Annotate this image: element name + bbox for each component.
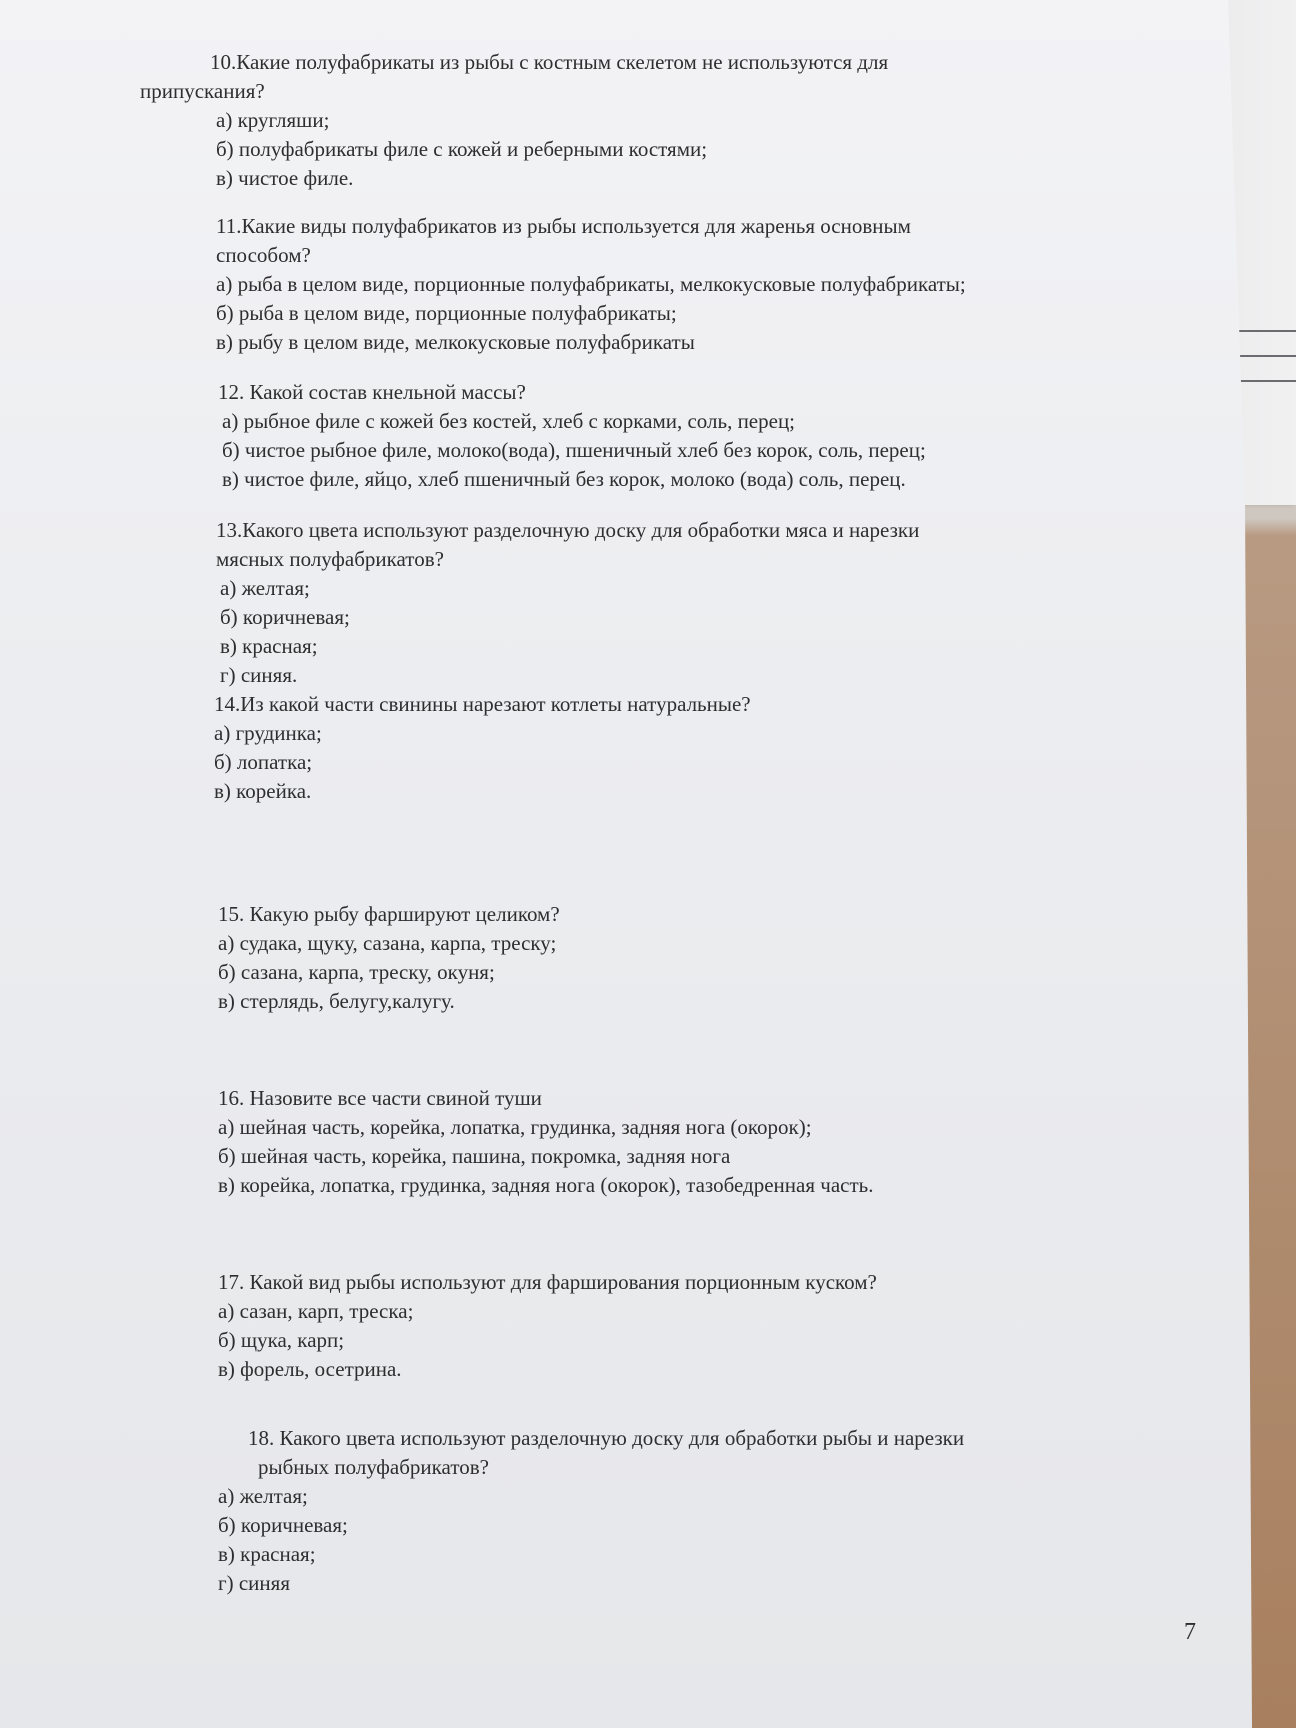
question-text: припускания?	[140, 79, 265, 103]
answer-option: б) полуфабрикаты филе с кожей и реберными костями;	[216, 137, 708, 161]
answer-option: а) шейная часть, корейка, лопатка, грудинка, задняя нога (окорок);	[218, 1115, 812, 1139]
question-text: 16. Назовите все части свиной туши	[218, 1086, 542, 1110]
question-text: 12. Какой состав кнельной массы?	[218, 380, 526, 404]
answer-option: в) корейка, лопатка, грудинка, задняя нога (окорок), тазобедренная часть.	[218, 1173, 874, 1197]
question-10	[140, 48, 888, 193]
question-text: 15. Какую рыбу фаршируют целиком?	[218, 902, 560, 926]
answer-option: б) лопатка;	[214, 750, 313, 774]
answer-option: в) форель, осетрина.	[218, 1357, 402, 1381]
answer-option: в) красная;	[220, 634, 318, 658]
question-text: мясных полуфабрикатов?	[216, 547, 444, 571]
answer-option: в) чистое филе.	[216, 166, 354, 190]
question-13	[216, 516, 919, 690]
answer-option: в) красная;	[218, 1542, 316, 1566]
answer-option: г) синяя	[218, 1571, 290, 1595]
answer-option: б) шейная часть, корейка, пашина, покромка, задняя нога	[218, 1144, 731, 1168]
answer-option: б) коричневая;	[220, 605, 350, 629]
answer-option: а) сазан, карп, треска;	[218, 1299, 414, 1323]
answer-option: в) чистое филе, яйцо, хлеб пшеничный без корок, молоко (вода) соль, перец.	[222, 467, 906, 491]
answer-option: а) рыбное филе с кожей без костей, хлеб с корками, соль, перец;	[222, 409, 796, 433]
question-text: рыбных полуфабрикатов?	[258, 1455, 489, 1479]
question-18	[218, 1424, 964, 1598]
answer-option: б) коричневая;	[218, 1513, 348, 1537]
question-14	[214, 690, 751, 806]
page-number: 7	[1184, 1619, 1196, 1645]
question-text: 13.Какого цвета используют разделочную доску для обработки мяса и нарезки	[216, 518, 920, 542]
question-text: 18. Какого цвета используют разделочную доску для обработки рыбы и нарезки	[248, 1426, 965, 1450]
answer-option: в) корейка.	[214, 779, 312, 803]
question-12	[218, 378, 926, 494]
answer-option: а) желтая;	[218, 1484, 308, 1508]
question-text: 14.Из какой части свинины нарезают котлеты натуральные?	[214, 692, 751, 716]
answer-option: б) рыба в целом виде, порционные полуфабрикаты;	[216, 301, 677, 325]
question-text: способом?	[216, 243, 311, 267]
answer-option: в) рыбу в целом виде, мелкокусковые полуфабрикаты	[216, 330, 695, 354]
question-11	[216, 212, 966, 357]
answer-option: а) судака, щуку, сазана, карпа, треску;	[218, 931, 557, 955]
question-16	[218, 1084, 873, 1200]
answer-option: г) синяя.	[220, 663, 298, 687]
question-15	[218, 900, 560, 1016]
question-text: 17. Какой вид рыбы используют для фарширования порционным куском?	[218, 1270, 877, 1294]
answer-option: б) щука, карп;	[218, 1328, 345, 1352]
answer-option: б) чистое рыбное филе, молоко(вода), пшеничный хлеб без корок, соль, перец;	[222, 438, 926, 462]
answer-option: а) желтая;	[220, 576, 310, 600]
question-17	[218, 1268, 877, 1384]
answer-option: а) грудинка;	[214, 721, 322, 745]
answer-option: б) сазана, карпа, треску, окуня;	[218, 960, 495, 984]
answer-option: а) кругляши;	[216, 108, 330, 132]
question-text: 10.Какие полуфабрикаты из рыбы с костным скелетом не используются для	[210, 50, 889, 74]
question-text: 11.Какие виды полуфабрикатов из рыбы используется для жаренья основным	[216, 214, 911, 238]
answer-option: в) стерлядь, белугу,калугу.	[218, 989, 455, 1013]
answer-option: а) рыба в целом виде, порционные полуфабрикаты, мелкокусковые полуфабрикаты;	[216, 272, 966, 296]
